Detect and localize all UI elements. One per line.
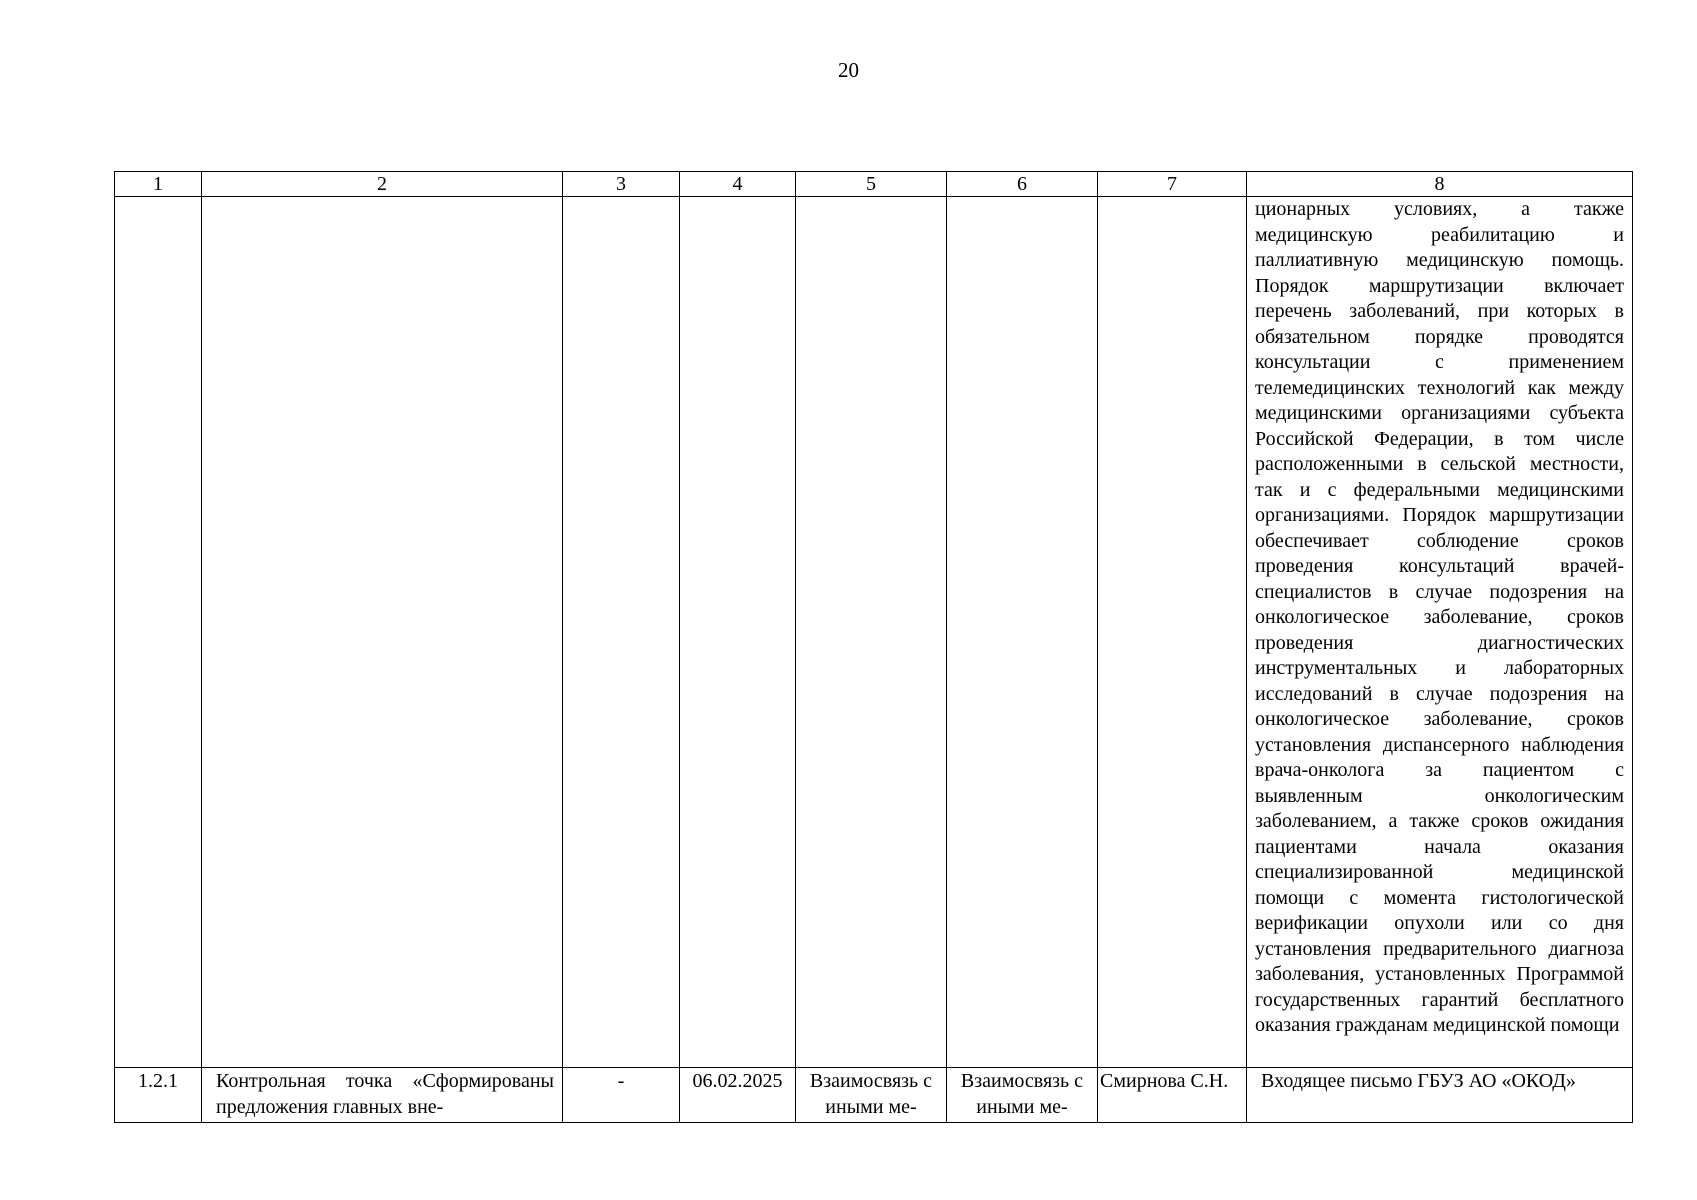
continuation-col-3 bbox=[563, 197, 680, 1068]
result-document-cell: Входящее письмо ГБУЗ АО «ОКОД» bbox=[1247, 1068, 1633, 1123]
column-header-3: 3 bbox=[563, 172, 680, 197]
column-header-8: 8 bbox=[1247, 172, 1633, 197]
column-header-1: 1 bbox=[115, 172, 202, 197]
continuation-col-4 bbox=[680, 197, 796, 1068]
column-header-7: 7 bbox=[1098, 172, 1247, 197]
col-3-cell: - bbox=[563, 1068, 680, 1123]
column-header-6: 6 bbox=[947, 172, 1098, 197]
continuation-col-8-text: ционарных условиях, а также медицинскую реабилитацию и паллиативную медицинскую помощь. Порядок маршрутизации включает перечень заболеваний, при которых в обязательном порядке проводятся консультации с применением телемедицинских технологий как между медицинскими организациями субъекта Российской Федерации, в том числе расположенными в сельской местности, так и с федеральными медицинскими организациями. Порядок маршрутизации обеспечивает соблюдение сроков проведения консультаций врачей-специалистов в случае подозрения на онкологическое заболевание, сроков проведения диагностических инструментальных и лабораторных исследований в случае подозрения на онкологическое заболевание, сроков установления диспансерного наблюдения врача-онколога за пациентом с выявленным онкологическим заболеванием, а также сроков ожидания пациентами начала оказания специализированной медицинской помощи с момента гистологической верификации опухоли или со дня установления предварительного диагноза заболевания, установленных Программой государственных гарантий бесплатного оказания гражданам медицинской помощи bbox=[1247, 197, 1633, 1068]
page-number: 20 bbox=[838, 58, 859, 82]
control-point-title-cell: Контрольная точка «Сформированы предложения главных вне- bbox=[202, 1068, 563, 1123]
col-5-cell: Взаимосвязь с иными ме- bbox=[796, 1068, 947, 1123]
continuation-col-6 bbox=[947, 197, 1098, 1068]
column-header-2: 2 bbox=[202, 172, 563, 197]
table-header-row bbox=[115, 172, 1633, 197]
table-row-1-2-1 bbox=[115, 1068, 1633, 1123]
continuation-col-2 bbox=[202, 197, 563, 1068]
continuation-col-7 bbox=[1098, 197, 1247, 1068]
continuation-col-1 bbox=[115, 197, 202, 1068]
column-header-4: 4 bbox=[680, 172, 796, 197]
column-header-5: 5 bbox=[796, 172, 947, 197]
date-cell: 06.02.2025 bbox=[680, 1068, 796, 1123]
table-row-continuation bbox=[115, 197, 1633, 1068]
responsible-person-cell: Смирнова С.Н. bbox=[1098, 1068, 1247, 1123]
row-number-cell: 1.2.1 bbox=[115, 1068, 202, 1123]
continuation-col-5 bbox=[796, 197, 947, 1068]
col-6-cell: Взаимосвязь с иными ме- bbox=[947, 1068, 1098, 1123]
plan-table bbox=[114, 171, 1633, 1123]
